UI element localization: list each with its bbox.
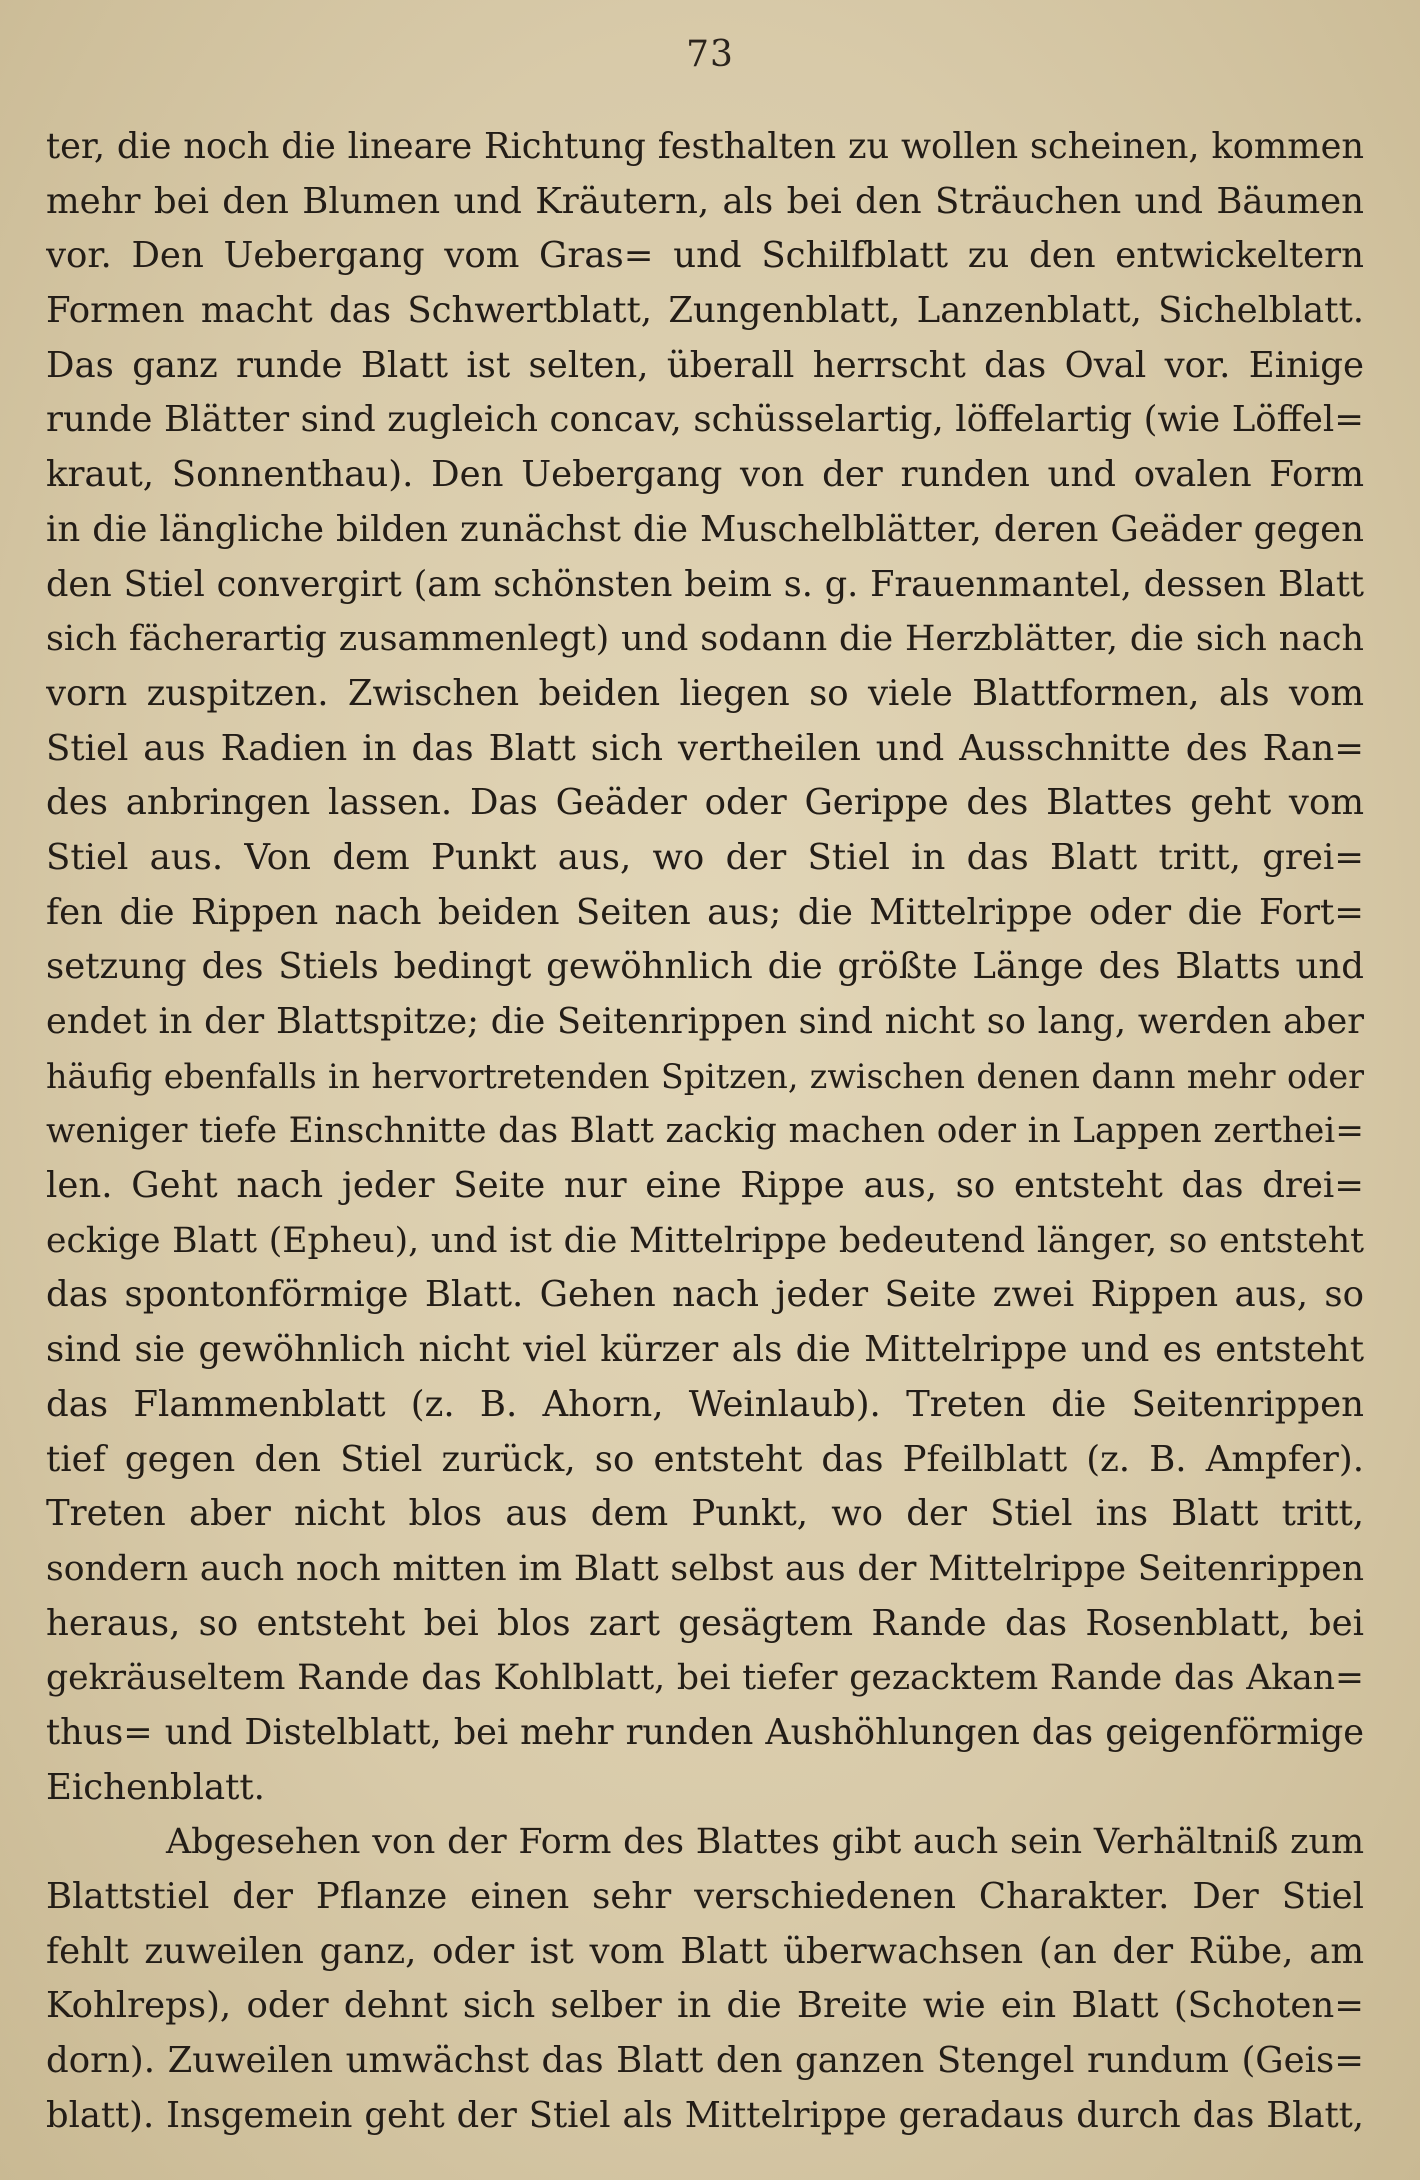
text-line: vor. Den Uebergang vom Gras= und Schilfblatt zu den entwickeltern — [46, 235, 1364, 277]
text-line: len. Geht nach jeder Seite nur eine Rippe aus, so entsteht das drei= — [46, 1165, 1364, 1207]
text-line: fehlt zuweilen ganz, oder ist vom Blatt überwachsen (an der Rübe, am — [46, 1930, 1364, 1972]
text-line: Abgesehen von der Form des Blattes gibt auch sein Verhältniß zum — [166, 1822, 1364, 1863]
text-line: Stiel aus Radien in das Blatt sich vertheilen und Ausschnitte des Ran= — [46, 727, 1364, 769]
text-line: eckige Blatt (Epheu), und ist die Mittelrippe bedeutend länger, so entsteht — [46, 1220, 1364, 1261]
text-line: Blattstiel der Pflanze einen sehr verschiedenen Charakter. Der Stiel — [46, 1876, 1364, 1917]
text-line: den Stiel convergirt (am schönsten beim s. g. Frauenmantel, dessen Blatt — [46, 563, 1364, 605]
text-line: sich fächerartig zusammenlegt) und sodann die Herzblätter, die sich nach — [46, 619, 1364, 660]
text-line: Formen macht das Schwertblatt, Zungenblatt, Lanzenblatt, Sichelblatt. — [46, 290, 1364, 332]
text-line: Das ganz runde Blatt ist selten, überall herrscht das Oval vor. Einige — [46, 344, 1364, 386]
text-line: thus= und Distelblatt, bei mehr runden Aushöhlungen das geigenförmige — [46, 1711, 1364, 1753]
text-line: Kohlreps), oder dehnt sich selber in die Breite wie ein Blatt (Schoten= — [46, 1985, 1364, 2027]
text-line: das spontonförmige Blatt. Gehen nach jeder Seite zwei Rippen aus, so — [46, 1274, 1364, 1316]
text-line: runde Blätter sind zugleich concav, schüsselartig, löffelartig (wie Löffel= — [46, 399, 1364, 441]
text-line: tief gegen den Stiel zurück, so entsteht das Pfeilblatt (z. B. Ampfer). — [46, 1438, 1364, 1480]
text-line: mehr bei den Blumen und Kräutern, als bei den Sträuchen und Bäumen — [46, 180, 1364, 222]
paragraph-1 — [46, 120, 1364, 1815]
text-line: kraut, Sonnenthau). Den Uebergang von der runden und ovalen Form — [46, 454, 1364, 496]
text-line: fen die Rippen nach beiden Seiten aus; die Mittelrippe oder die Fort= — [46, 891, 1364, 933]
body-text — [46, 120, 1364, 2143]
text-line: weniger tiefe Einschnitte das Blatt zackig machen oder in Lappen zerthei= — [46, 1111, 1364, 1152]
text-line: gekräuseltem Rande das Kohlblatt, bei tiefer gezacktem Rande das Akan= — [46, 1658, 1364, 1699]
text-line: heraus, so entsteht bei blos zart gesägtem Rande das Rosenblatt, bei — [46, 1602, 1364, 1644]
text-line: Stiel aus. Von dem Punkt aus, wo der Stiel in das Blatt tritt, grei= — [46, 836, 1364, 878]
text-line: das Flammenblatt (z. B. Ahorn, Weinlaub). Treten die Seitenrippen — [46, 1383, 1364, 1425]
text-line: setzung des Stiels bedingt gewöhnlich die größte Länge des Blatts und — [46, 946, 1364, 988]
text-line: dorn). Zuweilen umwächst das Blatt den ganzen Stengel rundum (Geis= — [46, 2040, 1364, 2082]
text-line: Treten aber nicht blos aus dem Punkt, wo der Stiel ins Blatt tritt, — [46, 1493, 1364, 1535]
text-line: sind sie gewöhnlich nicht viel kürzer als die Mittelrippe und es entsteht — [46, 1329, 1364, 1371]
text-line: Eichenblatt. — [46, 1766, 265, 1808]
text-line: in die längliche bilden zunächst die Muschelblätter, deren Geäder gegen — [46, 508, 1364, 550]
text-line: blatt). Insgemein geht der Stiel als Mittelrippe geradaus durch das Blatt, — [46, 2094, 1364, 2136]
text-line: des anbringen lassen. Das Geäder oder Gerippe des Blattes geht vom — [46, 782, 1364, 824]
text-line: vorn zuspitzen. Zwischen beiden liegen so viele Blattformen, als vom — [46, 672, 1364, 714]
paragraph-2 — [46, 1815, 1364, 2143]
text-line: häufig ebenfalls in hervortretenden Spitzen, zwischen denen dann mehr oder — [46, 1056, 1364, 1096]
page-number: 73 — [686, 34, 734, 75]
text-line: endet in der Blattspitze; die Seitenrippen sind nicht so lang, werden aber — [46, 1001, 1364, 1042]
text-line: ter, die noch die lineare Richtung festhalten zu wollen scheinen, kommen — [46, 126, 1364, 167]
text-line: sondern auch noch mitten im Blatt selbst aus der Mittelrippe Seitenrippen — [46, 1548, 1364, 1589]
